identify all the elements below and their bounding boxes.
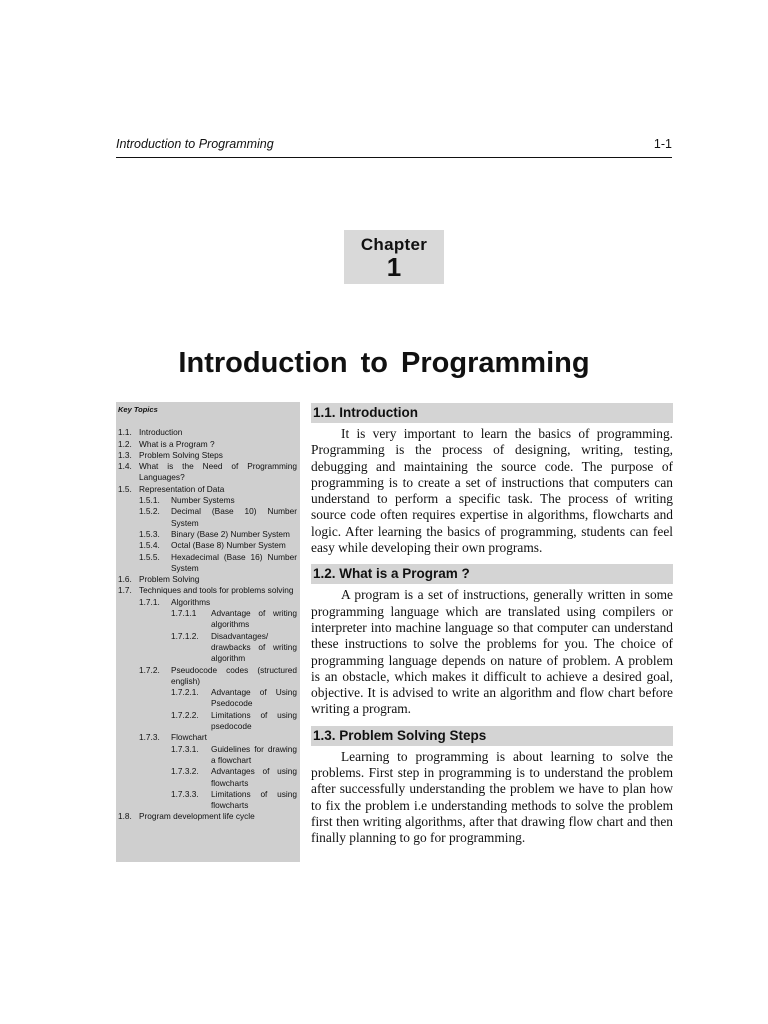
key-topic-text: Techniques and tools for problems solving: [139, 585, 294, 596]
key-topic-number: 1.5.4.: [139, 540, 160, 551]
key-topic-text: Number Systems: [171, 495, 235, 506]
key-topic-number: 1.7.3.: [139, 732, 160, 743]
key-topic-item: [118, 427, 297, 438]
key-topic-number: 1.7.1.1: [171, 608, 197, 619]
section-heading: 1.3. Problem Solving Steps: [311, 726, 673, 746]
key-topic-text: Limitations of using flowcharts: [211, 788, 297, 811]
key-topic-number: 1.5.1.: [139, 495, 160, 506]
key-topic-number: 1.5.3.: [139, 528, 160, 539]
key-topic-item: [118, 665, 297, 688]
main-content: [311, 403, 673, 855]
key-topic-number: 1.7.2.1.: [171, 687, 199, 698]
section-paragraph: A program is a set of instructions, generally written in some programming language which are translated using compilers or interpreter into machine language so that computer can understand these instructions to solve the problems for you. The choice of programming language depends on nature of problem. A problem is an obstacle, which makes it difficult to achieve a desired goal, objective. It is advised to write an algorithm and flow chart before writing a program.: [311, 587, 673, 717]
key-topic-number: 1.8.: [118, 811, 132, 822]
running-header: [116, 137, 672, 158]
key-topics-list: [118, 427, 297, 822]
key-topic-text: Introduction: [139, 427, 183, 438]
key-topic-item: [118, 450, 297, 461]
section-heading: 1.1. Introduction: [311, 403, 673, 423]
key-topic-text: Advantage of Using Psedocode: [211, 687, 297, 709]
key-topic-item: [118, 540, 297, 551]
key-topic-number: 1.7.1.: [139, 596, 160, 607]
key-topic-item: [118, 687, 297, 710]
key-topic-item: [118, 439, 297, 450]
section-heading: 1.2. What is a Program ?: [311, 564, 673, 584]
key-topic-number: 1.5.: [118, 483, 132, 494]
key-topic-number: 1.7.1.2.: [171, 630, 199, 641]
key-topic-number: 1.5.2.: [139, 506, 160, 517]
key-topic-item: [118, 608, 297, 631]
key-topic-item: [118, 574, 297, 585]
key-topic-item: [118, 766, 297, 789]
key-topic-text: Flowchart: [171, 732, 207, 743]
chapter-title: Introduction to Programming: [178, 347, 590, 379]
chapter-number: 1: [386, 252, 402, 282]
key-topic-text: Advantages of using flowcharts: [211, 766, 297, 788]
key-topic-number: 1.1.: [118, 427, 132, 438]
key-topic-number: 1.5.5.: [139, 551, 160, 562]
key-topic-text: What is the Need of Programming Languages?: [139, 461, 297, 483]
key-topic-item: [118, 506, 297, 529]
key-topic-number: 1.3.: [118, 449, 132, 460]
key-topic-number: 1.7.2.2.: [171, 709, 199, 720]
key-topic-number: 1.7.: [118, 585, 132, 596]
key-topic-number: 1.6.: [118, 574, 132, 585]
key-topic-number: 1.4.: [118, 461, 132, 472]
key-topic-item: [118, 631, 297, 665]
key-topic-text: Octal (Base 8) Number System: [171, 540, 286, 551]
key-topic-item: [118, 495, 297, 506]
key-topic-item: [118, 811, 297, 822]
chapter-label: Chapter: [360, 235, 428, 254]
key-topic-item: [118, 732, 297, 743]
page-number: 1-1: [653, 137, 672, 151]
section-what-is-a-program: [311, 564, 673, 717]
key-topic-text: Advantage of writing algorithms: [211, 608, 297, 630]
key-topic-item: [118, 529, 297, 540]
key-topic-number: 1.2.: [118, 438, 132, 449]
key-topic-text: Disadvantages/ drawbacks of writing algorithm: [211, 630, 297, 664]
key-topic-text: Problem Solving: [139, 574, 200, 585]
key-topic-text: Problem Solving Steps: [139, 449, 223, 460]
key-topic-text: Pseudocode codes (structured english): [171, 664, 297, 686]
key-topic-text: Binary (Base 2) Number System: [171, 528, 290, 539]
key-topic-text: Hexadecimal (Base 16) Number System: [171, 551, 297, 573]
key-topic-item: [118, 484, 297, 495]
key-topic-number: 1.7.3.1.: [171, 743, 199, 754]
key-topic-number: 1.7.3.3.: [171, 788, 199, 799]
chapter-badge: [344, 230, 444, 284]
section-paragraph: Learning to programming is about learning to solve the problems. First step in programming is to understand the problem after successfully understanding the problem we have to plan how to fix the problem i.e understanding methods to solve the problem first then writing algorithms, after that drawing flow chart and then finally planning to go for programming.: [311, 748, 673, 846]
key-topic-item: [118, 461, 297, 484]
running-header-title: Introduction to Programming: [116, 137, 274, 151]
key-topic-text: Algorithms: [171, 596, 211, 607]
key-topic-item: [118, 789, 297, 812]
key-topic-text: Limitations of using psedocode: [211, 709, 297, 732]
key-topics-box: [116, 402, 300, 862]
key-topic-text: Program development life cycle: [139, 811, 255, 822]
key-topic-text: Decimal (Base 10) Number System: [171, 506, 297, 528]
key-topic-item: [118, 710, 297, 733]
key-topic-number: 1.7.2.: [139, 664, 160, 675]
key-topics-heading: Key Topics: [118, 405, 158, 414]
key-topic-item: [118, 597, 297, 608]
section-introduction: [311, 403, 673, 556]
key-topic-text: Representation of Data: [139, 483, 225, 494]
key-topic-item: [118, 744, 297, 767]
key-topic-text: Guidelines for drawing a flowchart: [211, 743, 297, 765]
section-paragraph: It is very important to learn the basics of programming. Programming is the process of designing, writing, testing, debugging and maintaining the source code. The purpose of programming is to create a set of instructions that computers can understand to perform a specific task. The process of writing source code often requires expertise in algorithms, flowcharts and logic. After learning the basics of programming, students can feel easy while developing their own programs.: [311, 426, 673, 556]
section-problem-solving-steps: [311, 726, 673, 847]
key-topic-text: What is a Program ?: [139, 438, 215, 449]
key-topic-number: 1.7.3.2.: [171, 766, 199, 777]
key-topic-item: [118, 552, 297, 575]
key-topic-item: [118, 585, 297, 596]
